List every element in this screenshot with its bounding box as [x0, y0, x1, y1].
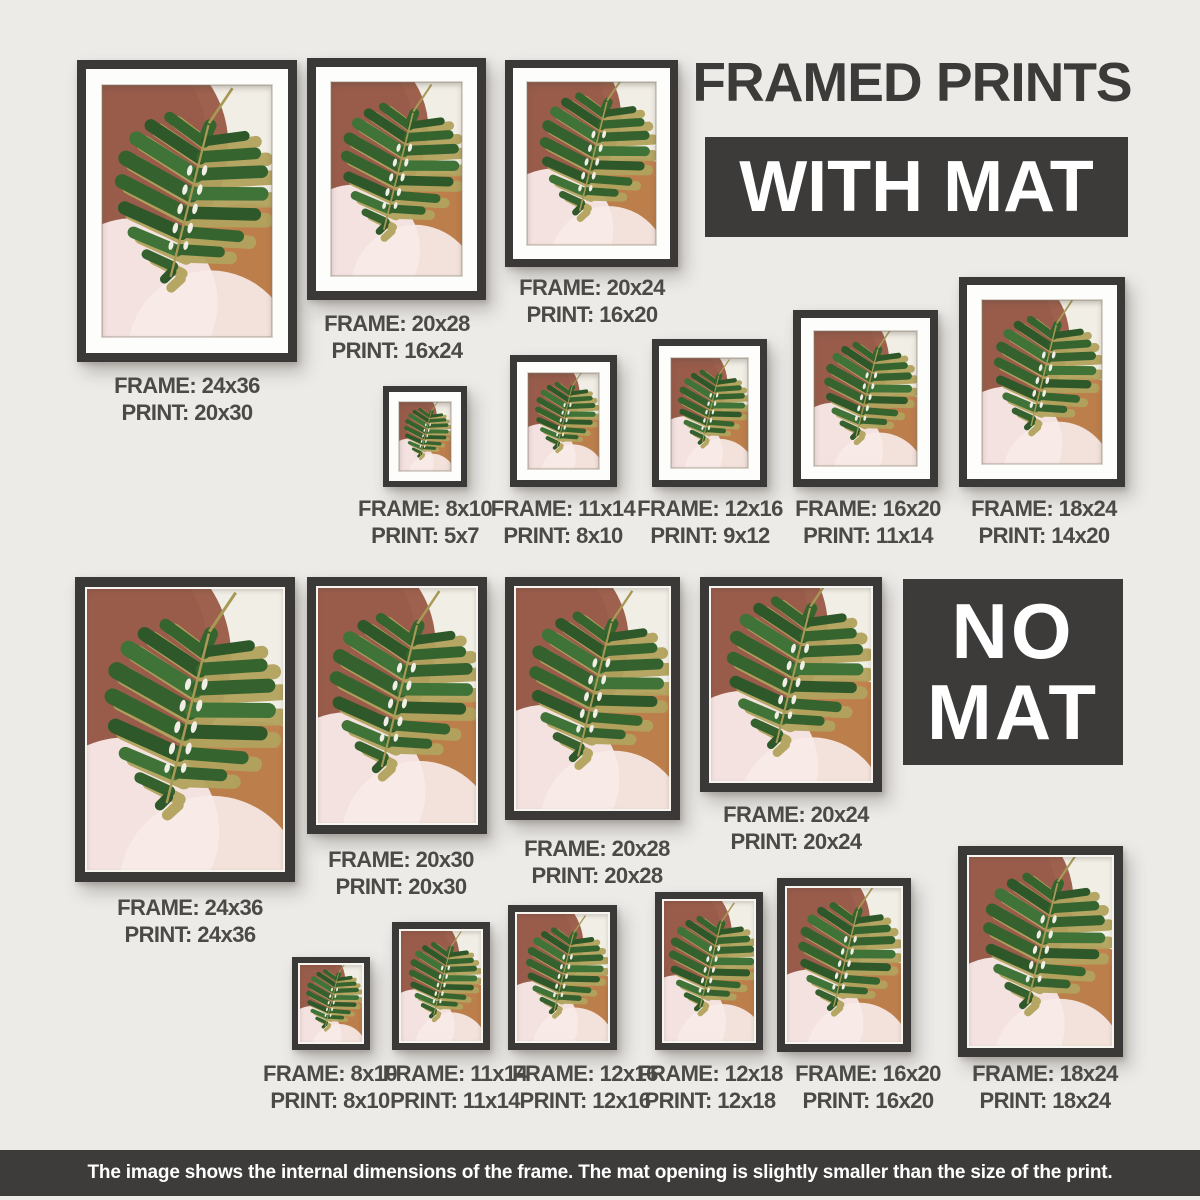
monstera-print-art [982, 300, 1102, 464]
print-size-text: PRINT: 12x18 [644, 1088, 776, 1113]
frame-size-text: FRAME: 8x10 [358, 496, 492, 521]
frame-lip [662, 899, 756, 1043]
frame-lip [967, 855, 1114, 1048]
frame-size-text: FRAME: 12x16 [512, 1061, 658, 1086]
monstera-print-art [711, 588, 871, 781]
print-size-text: PRINT: 16x20 [802, 1088, 934, 1113]
frame-lip [298, 963, 364, 1044]
framed-print-with-mat-1620 [793, 310, 938, 487]
print-size-text: PRINT: 5x7 [371, 523, 479, 548]
print-size-text: PRINT: 20x28 [531, 863, 663, 888]
framed-print-no-mat-2436 [75, 577, 295, 882]
framed-print-with-mat-0810 [383, 386, 467, 487]
monstera-print-art [331, 82, 462, 276]
frame-mat [967, 285, 1117, 479]
frame-size-text: FRAME: 18x24 [971, 496, 1117, 521]
frame-size-text: FRAME: 12x16 [637, 496, 783, 521]
print-size-text: PRINT: 11x14 [390, 1088, 520, 1113]
size-label [60, 894, 320, 948]
frame-lip [85, 587, 285, 872]
monstera-print-art [517, 914, 608, 1041]
frame-lip [709, 586, 873, 783]
print-size-text: PRINT: 20x24 [730, 829, 862, 854]
framed-print-with-mat-2436 [77, 60, 297, 362]
monstera-print-art [401, 931, 481, 1041]
monstera-print-art [814, 331, 917, 466]
framed-print-with-mat-1824 [959, 277, 1125, 487]
frame-size-text: FRAME: 20x24 [723, 802, 869, 827]
print-size-text: PRINT: 16x20 [526, 302, 658, 327]
frame-size-text: FRAME: 24x36 [114, 373, 260, 398]
size-label [915, 1060, 1175, 1114]
no-mat-badge-line2: MAT [926, 668, 1100, 756]
footer-note-text: The image shows the internal dimensions of the frame. The mat opening is slightly smaller than the size of the print. [87, 1162, 1113, 1183]
frame-mat [801, 318, 930, 479]
size-label [462, 274, 722, 328]
frame-lip [399, 929, 483, 1043]
frame-size-text: FRAME: 8x10 [263, 1061, 397, 1086]
size-label [666, 801, 926, 855]
page-title: FRAMED PRINTS [692, 51, 1132, 113]
print-size-text: PRINT: 24x36 [124, 922, 256, 947]
frame-lip [785, 886, 903, 1044]
framed-print-no-mat-2028 [505, 577, 680, 820]
framed-print-no-mat-1216 [508, 905, 617, 1050]
frame-lip [515, 912, 610, 1043]
monstera-print-art [516, 588, 669, 809]
no-mat-badge-line1: NO [951, 587, 1075, 675]
print-size-text: PRINT: 11x14 [803, 523, 933, 548]
frame-size-text: FRAME: 18x24 [972, 1061, 1118, 1086]
no-mat-badge [903, 579, 1123, 765]
framed-print-no-mat-2024 [700, 577, 882, 792]
frame-size-text: FRAME: 20x30 [328, 847, 474, 872]
frame-size-text: FRAME: 11x14 [382, 1061, 528, 1086]
monstera-print-art [399, 402, 451, 471]
framed-print-no-mat-0810 [292, 957, 370, 1050]
framed-print-with-mat-1216 [652, 339, 767, 487]
print-size-text: PRINT: 9x12 [650, 523, 770, 548]
frame-size-text: FRAME: 24x36 [117, 895, 263, 920]
print-size-text: PRINT: 8x10 [503, 523, 623, 548]
print-size-text: PRINT: 18x24 [979, 1088, 1111, 1113]
frame-size-text: FRAME: 11x14 [490, 496, 636, 521]
frame-lip [514, 586, 671, 811]
monstera-print-art [87, 589, 283, 870]
frame-size-text: FRAME: 20x28 [524, 836, 670, 861]
monstera-print-art [528, 373, 599, 469]
framed-print-with-mat-2024 [505, 60, 678, 267]
framed-print-no-mat-2030 [307, 577, 487, 834]
frame-mat [86, 69, 288, 353]
monstera-print-art [102, 85, 272, 337]
frame-size-text: FRAME: 20x28 [324, 311, 470, 336]
frame-size-text: FRAME: 20x24 [519, 275, 665, 300]
frame-mat [316, 67, 477, 291]
frame-mat [659, 346, 760, 480]
frame-size-text: FRAME: 16x20 [795, 496, 941, 521]
framed-print-no-mat-1114 [392, 922, 490, 1050]
with-mat-badge-text: WITH MAT [739, 147, 1094, 227]
frame-size-text: FRAME: 12x18 [637, 1061, 783, 1086]
frame-mat [513, 68, 670, 259]
frame-mat [389, 392, 461, 481]
frame-size-text: FRAME: 16x20 [795, 1061, 941, 1086]
monstera-print-art [300, 965, 362, 1042]
print-size-text: PRINT: 16x24 [331, 338, 463, 363]
framed-print-no-mat-1620 [777, 878, 911, 1052]
monstera-print-art [527, 82, 656, 245]
monstera-print-art [671, 358, 748, 468]
size-label [57, 372, 317, 426]
with-mat-badge [705, 137, 1128, 237]
frame-lip [316, 586, 478, 825]
monstera-print-art [664, 901, 754, 1041]
framed-print-no-mat-1218 [655, 892, 763, 1050]
print-size-text: PRINT: 20x30 [121, 400, 253, 425]
framed-print-with-mat-2028 [307, 58, 486, 300]
print-size-text: PRINT: 20x30 [335, 874, 467, 899]
size-label [914, 495, 1174, 549]
framed-print-with-mat-1114 [510, 355, 617, 487]
monstera-print-art [318, 588, 476, 823]
monstera-print-art [969, 857, 1112, 1046]
frame-mat [517, 362, 610, 480]
print-size-text: PRINT: 14x20 [978, 523, 1110, 548]
footer-note-bar [0, 1150, 1200, 1196]
print-size-text: PRINT: 8x10 [270, 1088, 390, 1113]
print-size-text: PRINT: 12x16 [519, 1088, 651, 1113]
monstera-print-art [787, 888, 901, 1042]
framed-print-no-mat-1824 [958, 846, 1123, 1057]
